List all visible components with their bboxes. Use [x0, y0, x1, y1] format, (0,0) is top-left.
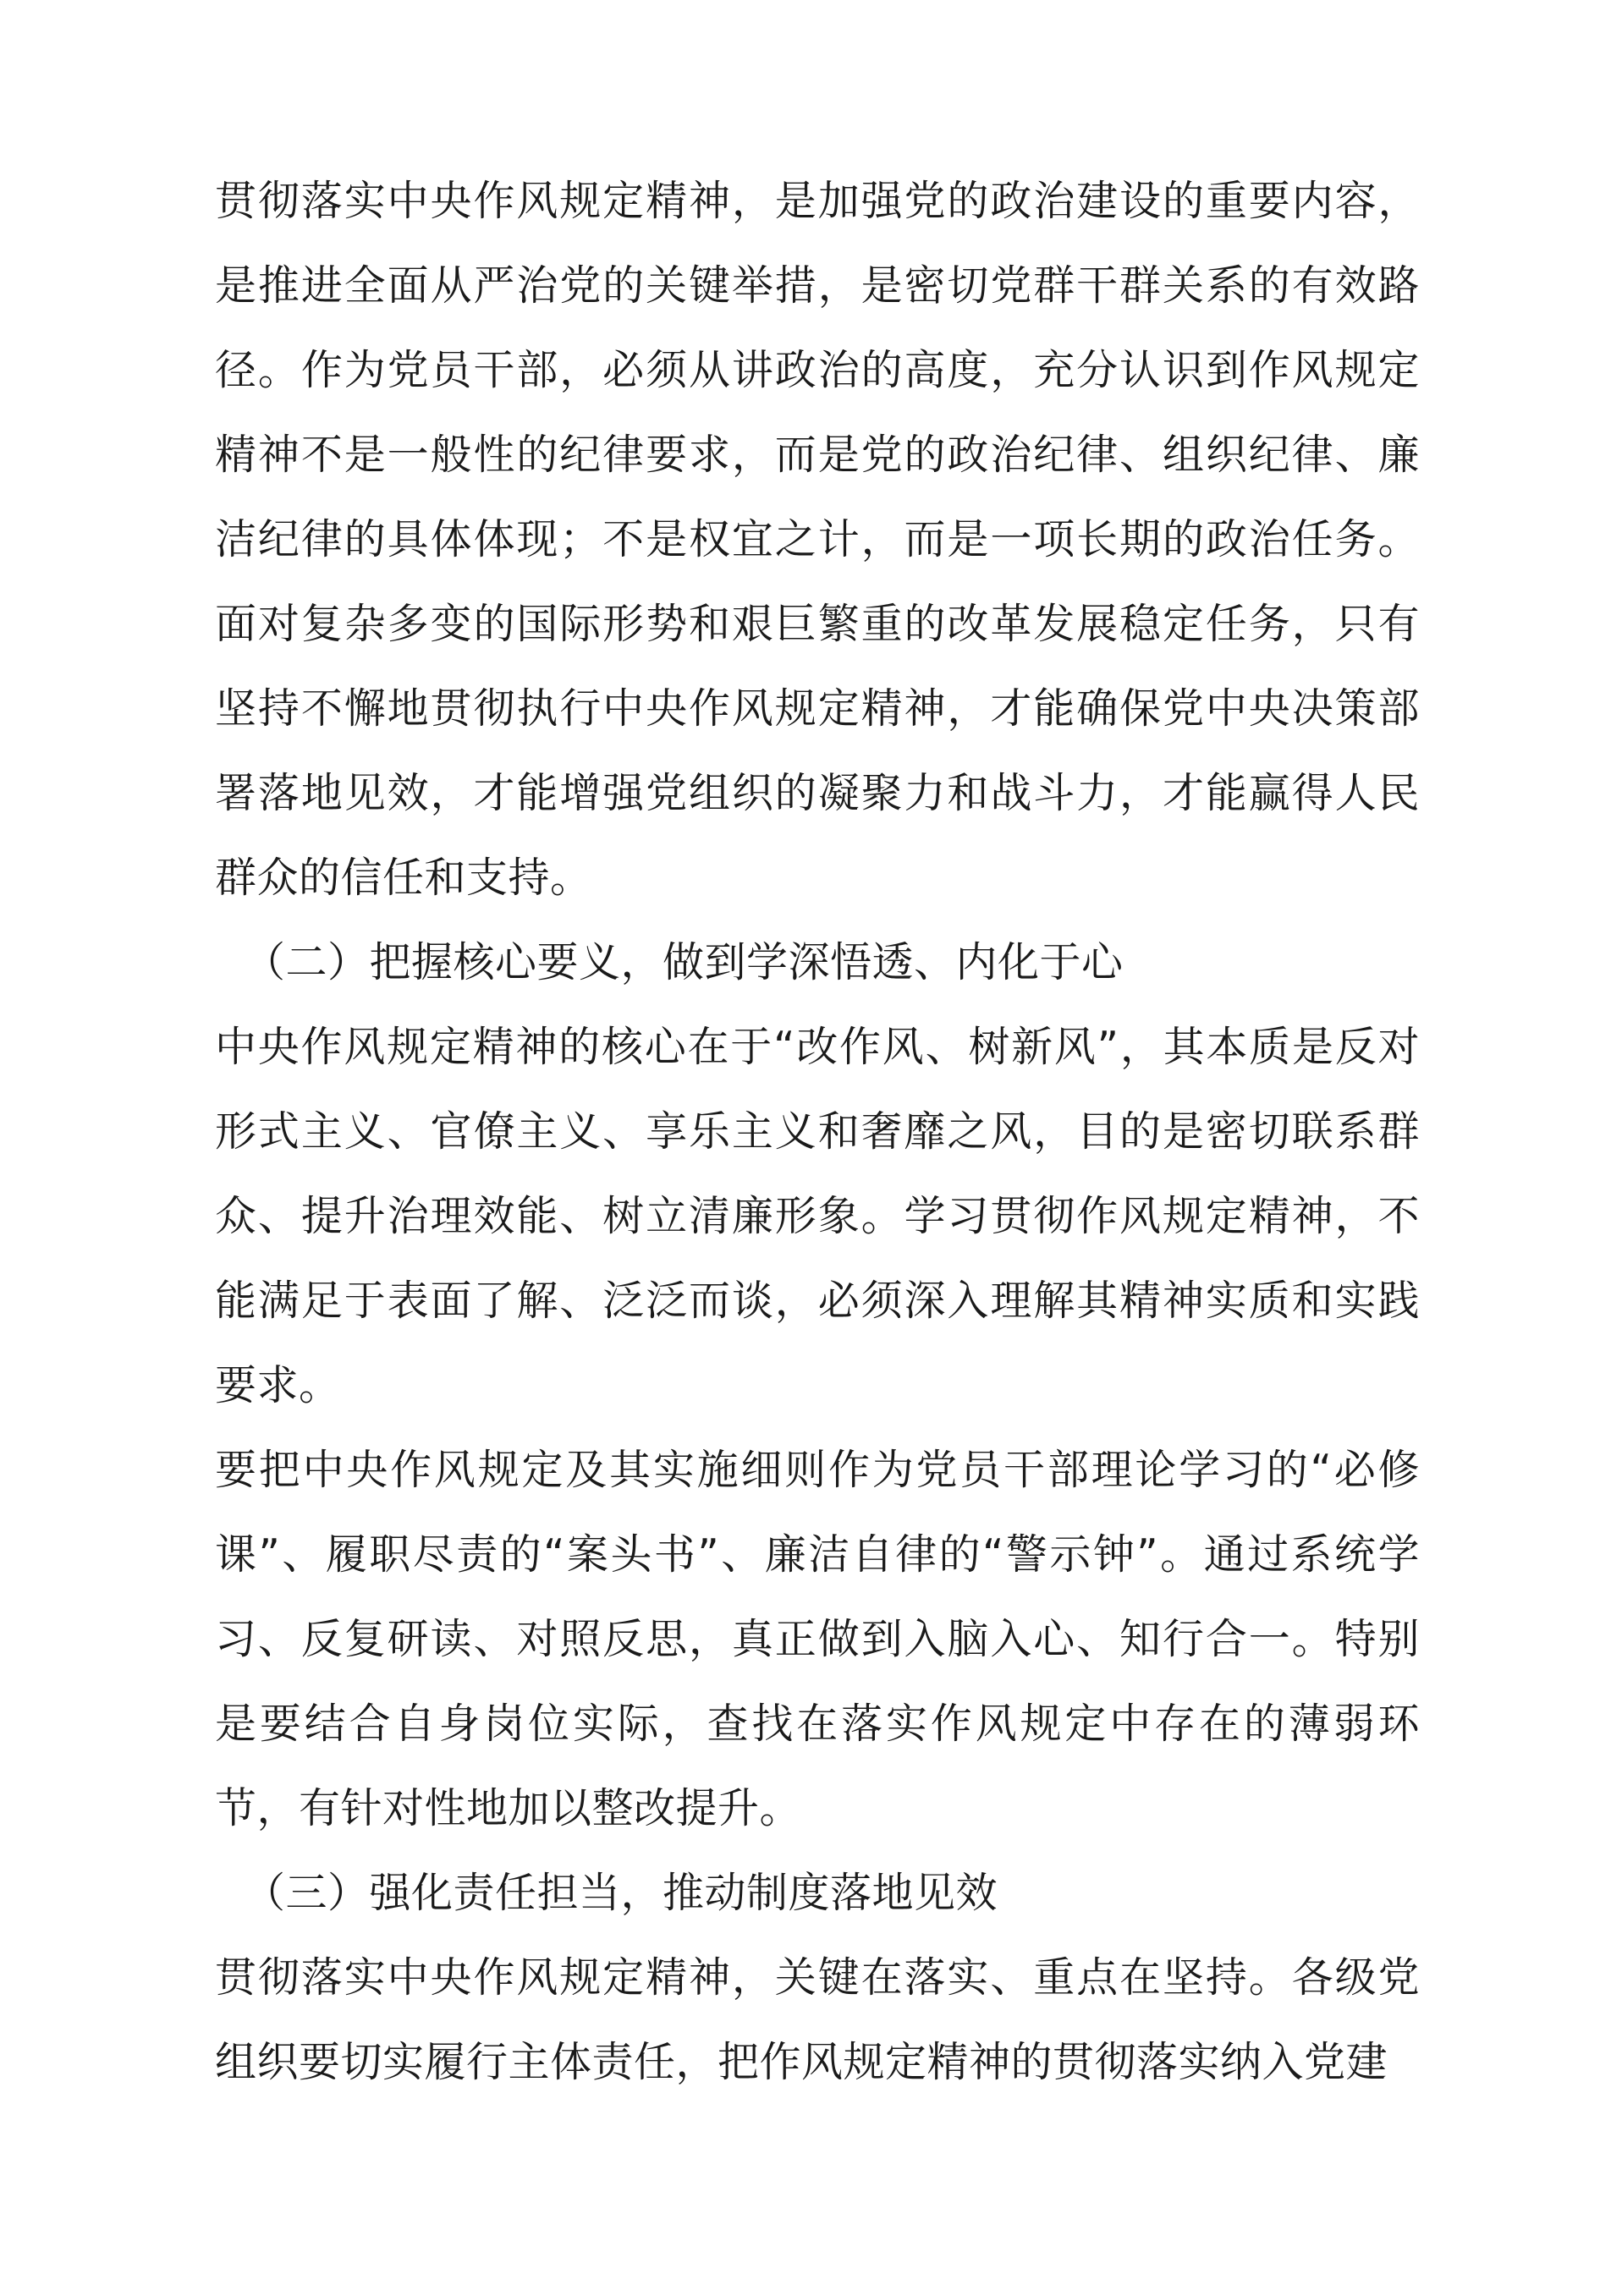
section-heading-3: （三）强化责任担当，推动制度落地见效	[244, 1869, 998, 1917]
paragraph-3: 要把中央作风规定及其实施细则作为党员干部理论学习的“必修课”、履职尽责的“案头书”、廉洁自律的“警示钟”。通过系统学习、反复研读、对照反思，真正做到入脑入心、知行合一。特别是要结合自身岗位实际，查找在落实作风规定中存在的薄弱环节，有针对性地加以整改提升。	[215, 1446, 1420, 1832]
paragraph-4: 贯彻落实中央作风规定精神，关键在落实、重点在坚持。各级党组织要切实履行主体责任，把作风规定精神的贯彻落实纳入党建	[215, 1953, 1420, 2086]
section-heading-2: （二）把握核心要义，做到学深悟透、内化于心	[244, 938, 1124, 986]
paragraph-1: 贯彻落实中央作风规定精神，是加强党的政治建设的重要内容，是推进全面从严治党的关键举措，是密切党群干群关系的有效路径。作为党员干部，必须从讲政治的高度，充分认识到作风规定精神不是一般性的纪律要求，而是党的政治纪律、组织纪律、廉洁纪律的具体体现；不是权宜之计，而是一项长期的政治任务。面对复杂多变的国际形势和艰巨繁重的改革发展稳定任务，只有坚持不懈地贯彻执行中央作风规定精神，才能确保党中央决策部署落地见效，才能增强党组织的凝聚力和战斗力，才能赢得人民群众的信任和支持。	[215, 177, 1420, 902]
document-body	[215, 159, 1420, 2105]
paragraph-2: 中央作风规定精神的核心在于“改作风、树新风”，其本质是反对形式主义、官僚主义、享乐主义和奢靡之风，目的是密切联系群众、提升治理效能、树立清廉形象。学习贯彻作风规定精神，不能满足于表面了解、泛泛而谈，必须深入理解其精神实质和实践要求。	[215, 1023, 1420, 1409]
